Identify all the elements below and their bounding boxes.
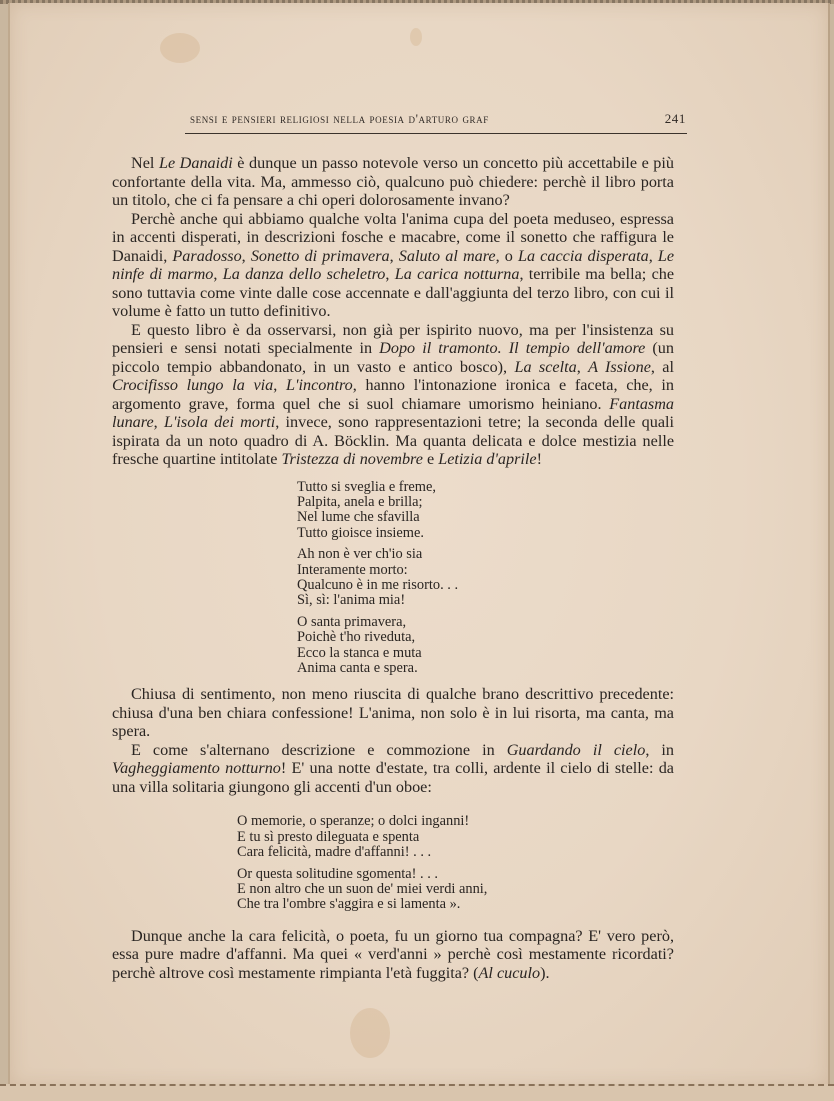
verse-line: Or questa solitudine sgomenta! . . . [237, 865, 439, 882]
italic-title: Le Danaidi [158, 154, 233, 172]
verse-line: E non altro che un suon de' miei verdi anni, [237, 881, 488, 897]
paragraph [112, 741, 674, 797]
paragraph [112, 210, 674, 321]
italic-title: Sonetto di primavera [250, 246, 390, 265]
text-run: , [273, 376, 287, 394]
text-run: Nel [131, 154, 159, 172]
text-run: Chiusa di sentimento, non meno riuscita di qualche brano descrittivo precedente: chiusa d'una ben chiara confessione! L'anima, non solo è in lui risorta, ma canta, ma spera. [112, 685, 674, 741]
verse-quote-1 [297, 480, 674, 677]
verse-line: Tutto si sveglia e freme, [297, 478, 436, 495]
italic-title: La scelta [514, 357, 577, 376]
running-header [190, 111, 686, 127]
text-run: Perchè anche qui abbiamo qualche volta l'anima cupa del poeta meduseo, espressa in accenti disperati, in descrizioni fosche e macabre, come il sonetto che raffigura le Danaidi, [112, 209, 674, 265]
italic-title: Saluto al mare [398, 246, 496, 265]
verse-line: Interamente morto: [297, 561, 408, 578]
text-run: e [422, 450, 439, 468]
text-run: , hanno l'intonazione ironica e faceta, che, in argomento grave, forma quel che si suol chiamare umorismo heiniano. [112, 376, 674, 413]
verse-quote-2 [237, 814, 674, 912]
text-run: , o [495, 246, 518, 265]
italic-title: Tristezza di novembre [281, 450, 423, 468]
text-run: ! [536, 450, 542, 468]
italic-title: A Issione [588, 357, 651, 376]
stanza [297, 480, 674, 542]
stanza [297, 615, 674, 677]
text-run: , terribile ma bella; che sono tuttavia come vinte dalle cose accennate e dall'aggiunta del terzo libro, con cui il volume è fatto un tutto definitivo. [112, 265, 675, 320]
text-run: , [648, 246, 658, 265]
text-run: , in [645, 740, 674, 759]
italic-title: Fantasma lunare [112, 394, 674, 431]
italic-title: Paradosso [172, 246, 242, 265]
header-rule [185, 133, 687, 134]
italic-title: Vagheggiamento notturno [112, 759, 281, 778]
stanza [237, 814, 674, 860]
text-run: , invece, sono rappresentazioni tetre; la seconda delle quali ispirata da un noto quadro di A. Böcklin. Ma quanta delicata e dolce mestizia nelle fresche quartine intitolate [112, 413, 674, 468]
italic-title: L'isola dei morti [163, 413, 276, 431]
italic-title: Letizia d'aprile [438, 450, 537, 468]
text-run: , al [650, 357, 674, 376]
paragraph [112, 685, 674, 741]
stanza [237, 867, 674, 913]
paragraph-group-1 [112, 154, 674, 469]
text-run: , [241, 246, 251, 265]
italic-title: L'incontro [286, 376, 353, 394]
verse-line: Nel lume che sfavilla [297, 509, 420, 526]
verse-line: Che tra l'ombre s'aggira e si lamenta ». [237, 896, 461, 913]
text-run: (un piccolo tempio abbandonato, in un vasto e antico bosco), [112, 339, 674, 376]
verse-line: Anima canta e spera. [297, 659, 418, 676]
text-run: Dunque anche la cara felicità, o poeta, fu un giorno tua compagna? E' vero però, essa pure madre d'affanni. Ma quei « verd'anni » perchè così mestamente ricordati? perchè altrove così mestamente rimpianta l'età fuggita? ( [112, 926, 674, 982]
paper-stain [410, 28, 422, 46]
paper-stain [350, 1008, 390, 1058]
italic-title: La caccia disperata [517, 246, 649, 265]
page-body [112, 154, 674, 982]
text-run: , [385, 265, 395, 283]
verse-line: Cara felicità, madre d'affanni! . . . [237, 844, 432, 861]
paragraph [112, 321, 674, 469]
page-number: 241 [664, 111, 686, 126]
verse-line: Poichè t'ho riveduta, [297, 629, 416, 646]
verse-line: E tu sì presto dileguata e spenta [237, 828, 420, 845]
text-run: ! E' una notte d'estate, tra colli, ardente il cielo di stelle: da una villa solitaria giungono gli accenti d'un oboe: [112, 759, 674, 796]
italic-title: La carica notturna [394, 265, 520, 283]
italic-title: Crocifisso lungo la via [112, 376, 274, 394]
verse-line: Sì, sì: l'anima mia! [297, 592, 406, 609]
italic-title: Al cuculo [478, 963, 541, 982]
paragraph [112, 154, 674, 210]
paper-stain [160, 33, 200, 63]
italic-title: Guardando il cielo [506, 740, 646, 759]
text-run: , [213, 265, 223, 283]
page-bottom-edge [0, 1084, 834, 1101]
paragraph [112, 927, 674, 983]
verse-line: Tutto gioisce insieme. [297, 524, 424, 541]
verse-line: O santa primavera, [297, 613, 407, 630]
verse-line: O memorie, o speranze; o dolci inganni! [237, 813, 470, 830]
text-run: , [576, 357, 589, 376]
italic-title: Dopo il tramonto. Il tempio dell'amore [379, 339, 646, 357]
text-run: , [389, 246, 399, 265]
verse-line: Palpita, anela e brilla; [297, 493, 423, 510]
verse-line: Ah non è ver ch'io sia [297, 546, 423, 563]
text-run: è dunque un passo notevole verso un concetto più accettabile e più confortante della vita. Ma, ammesso ciò, qualcuno può chiedere: perchè il libro porta un titolo, che ci fa pensare a chi operi dolorosamente invano? [112, 154, 674, 209]
paragraph-group-2 [112, 685, 674, 796]
italic-title: Le ninfe di marmo [112, 246, 675, 283]
text-run: ). [540, 963, 550, 982]
running-title: sensi e pensieri religiosi nella poesia d'arturo graf [190, 111, 489, 126]
paragraph-group-3 [112, 927, 674, 983]
text-run: E come s'alternano descrizione e commozione in [131, 740, 507, 759]
verse-line: Ecco la stanca e muta [297, 644, 422, 661]
text-run: , [153, 413, 164, 431]
stanza [297, 547, 674, 609]
text-run: E questo libro è da osservarsi, non già per ispirito nuovo, ma per l'insistenza su pensieri e sensi notati specialmente in [112, 320, 674, 357]
italic-title: La danza dello scheletro [222, 265, 386, 283]
verse-line: Qualcuno è in me risorto. . . [297, 576, 459, 593]
